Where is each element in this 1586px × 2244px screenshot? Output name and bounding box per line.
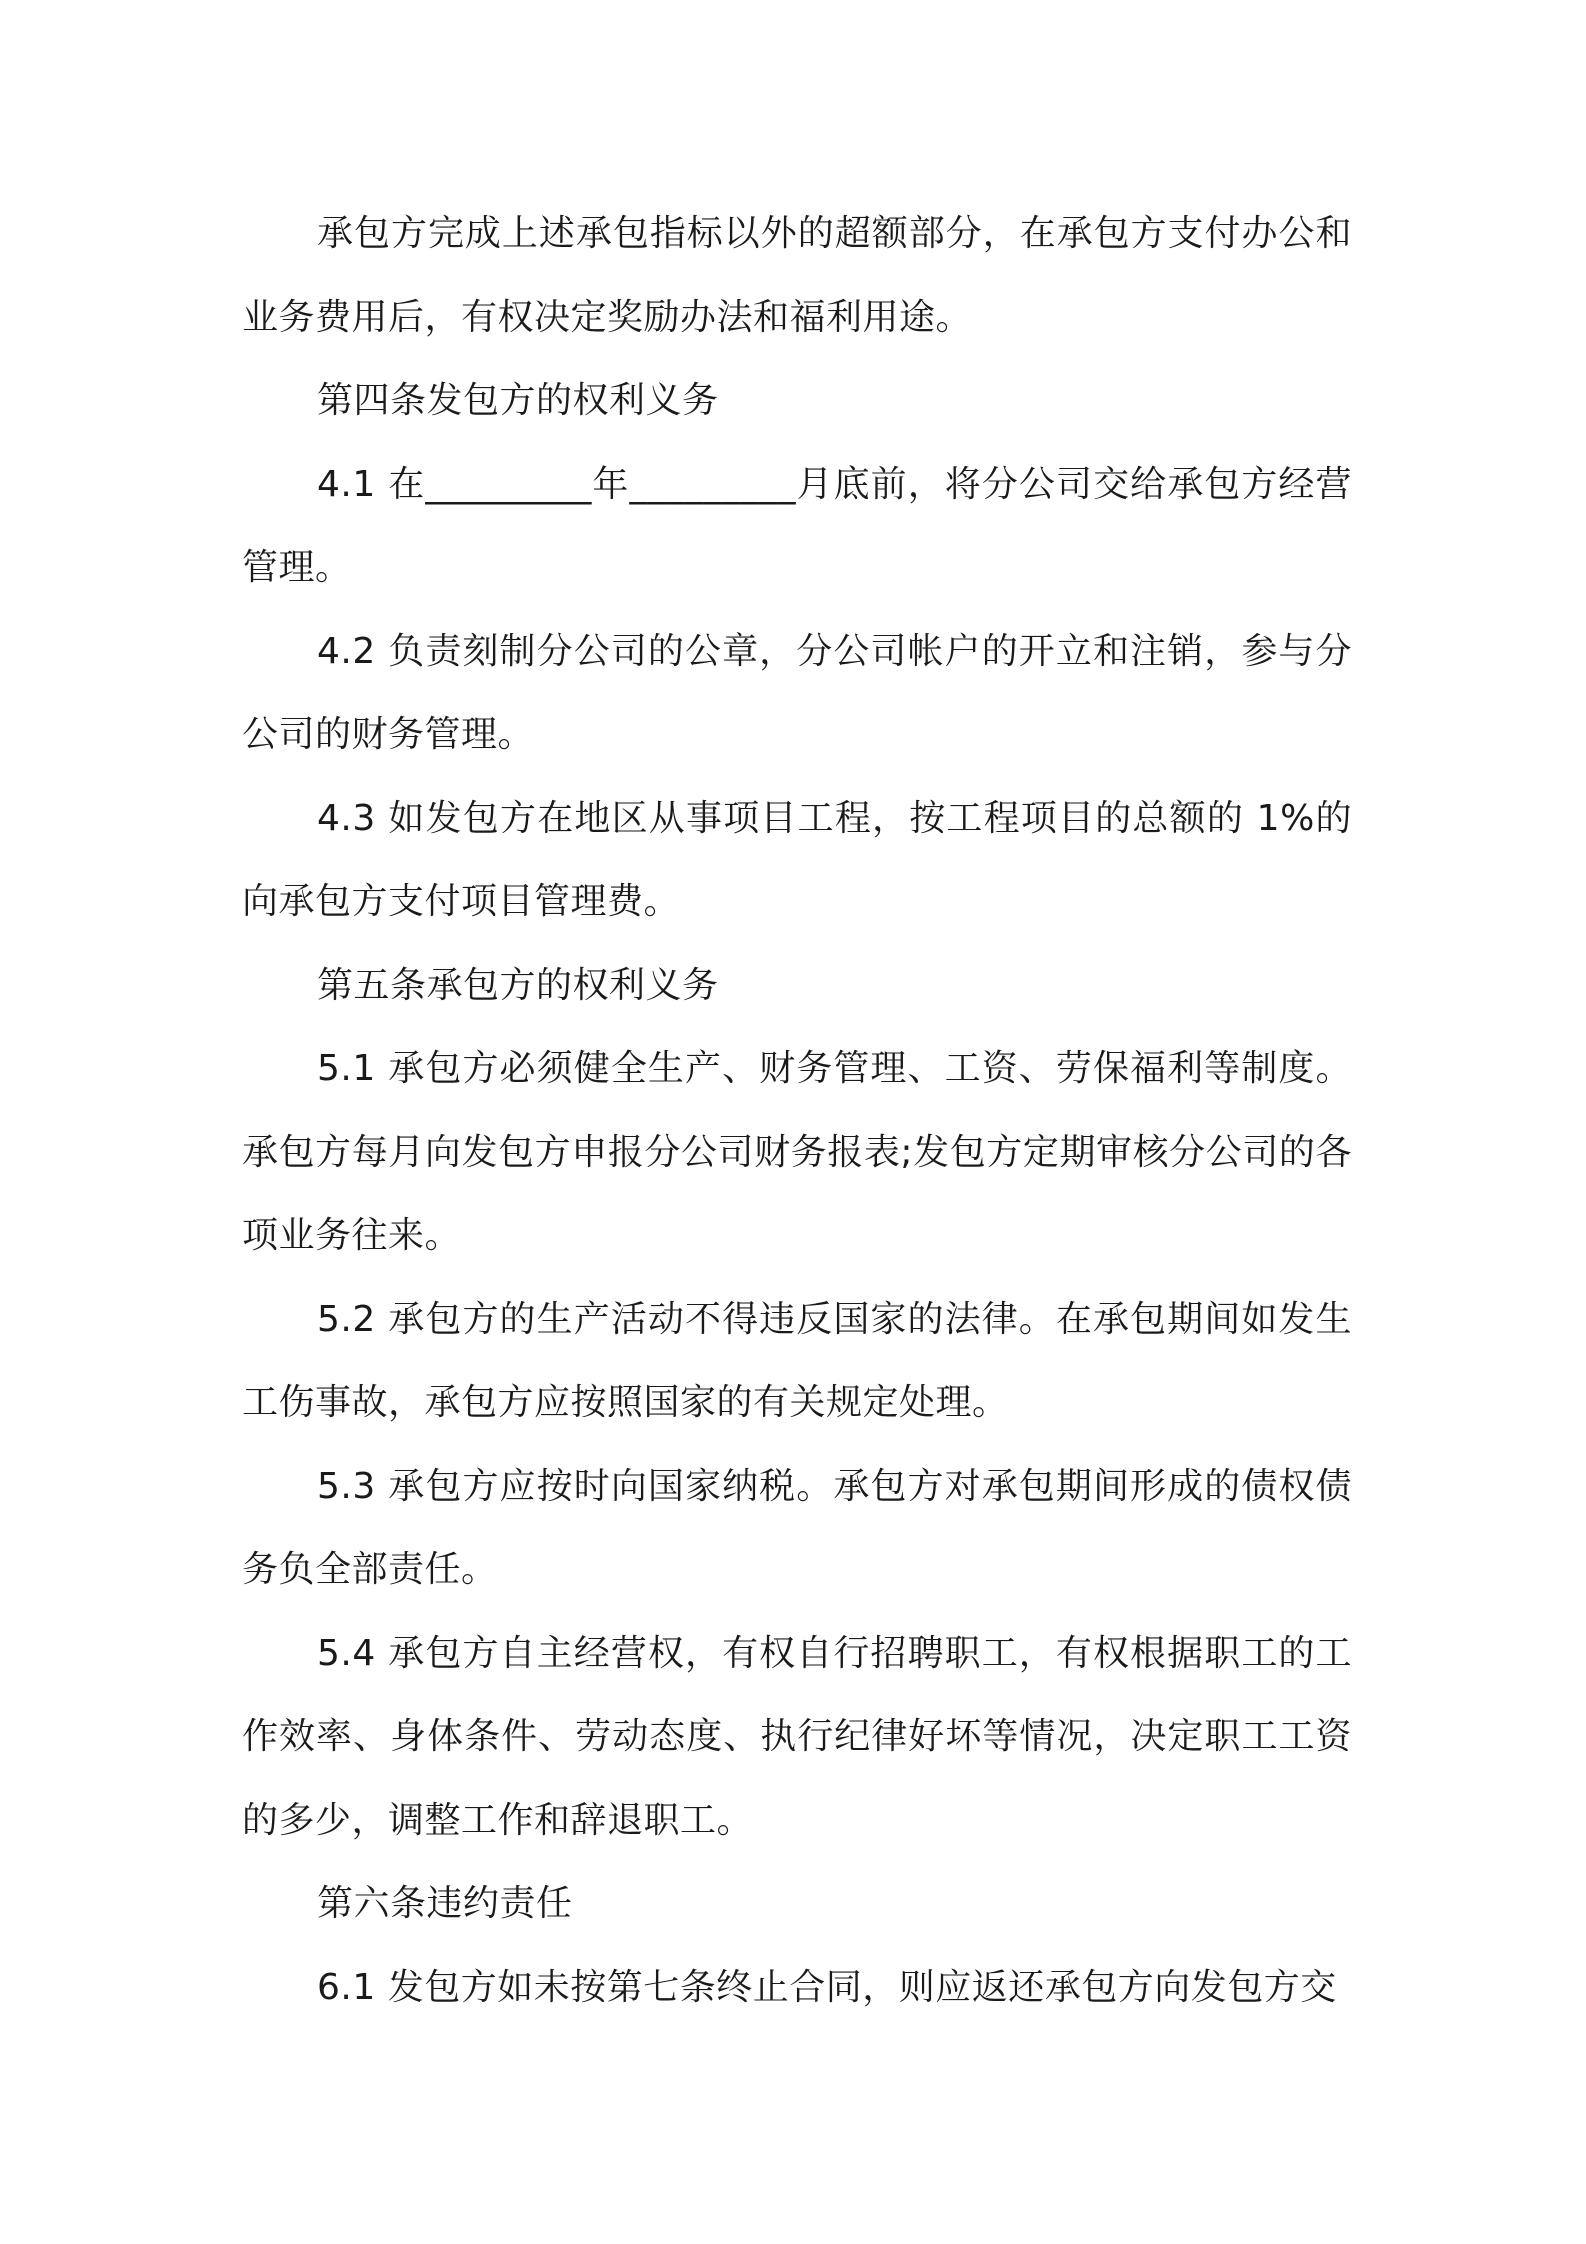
paragraph-5-2: 5.2 承包方的生产活动不得违反国家的法律。在承包期间如发生工伤事故，承包方应按照国家的有关规定处理。 [242, 1298, 1352, 1423]
paragraph-overquota-reward: 承包方完成上述承包指标以外的超额部分，在承包方支付办公和业务费用后，有权决定奖励办法和福利用途。 [242, 213, 1352, 338]
paragraph-4-1: 4.1 在_________年_________月底前，将分公司交给承包方经营管理。 [242, 463, 1352, 588]
paragraph-4-2: 4.2 负责刻制分公司的公章，分公司帐户的开立和注销，参与分公司的财务管理。 [242, 630, 1352, 755]
heading-article-6: 第六条违约责任 [317, 1883, 573, 1924]
paragraph-4-3: 4.3 如发包方在地区从事项目工程，按工程项目的总额的 1%的向承包方支付项目管理费。 [242, 797, 1352, 922]
paragraph-5-3: 5.3 承包方应按时向国家纳税。承包方对承包期间形成的债权债务负全部责任。 [242, 1465, 1352, 1590]
paragraph-5-1: 5.1 承包方必须健全生产、财务管理、工资、劳保福利等制度。承包方每月向发包方申报分公司财务报表;发包方定期审核分公司的各项业务往来。 [242, 1048, 1352, 1256]
document-body [242, 192, 1352, 2029]
paragraph-5-4: 5.4 承包方自主经营权，有权自行招聘职工，有权根据职工的工作效率、身体条件、劳动态度、执行纪律好坏等情况，决定职工工资的多少，调整工作和辞退职工。 [242, 1632, 1352, 1841]
paragraph-6-1: 6.1 发包方如未按第七条终止合同，则应返还承包方向发包方交 [317, 1966, 1337, 2008]
heading-article-4: 第四条发包方的权利义务 [317, 380, 719, 421]
heading-article-5: 第五条承包方的权利义务 [317, 964, 719, 1006]
